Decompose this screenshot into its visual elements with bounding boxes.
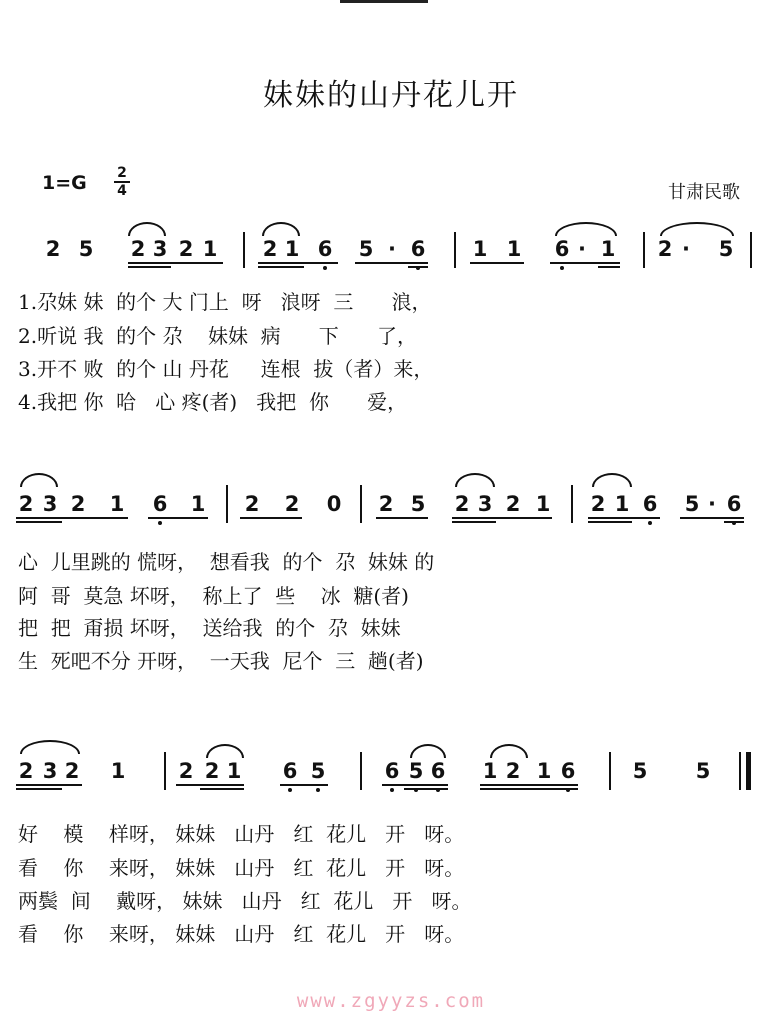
lyric-line: 3.开不 败 的个 山 丹花 连根 拔（者）来， <box>18 357 434 381</box>
note: 1 <box>110 759 126 783</box>
note: 5 <box>358 237 374 261</box>
note: 3 <box>42 759 58 783</box>
song-title: 妹妹的山丹花儿开 <box>263 78 519 113</box>
note: · <box>708 492 716 516</box>
note: 2 <box>378 492 394 516</box>
note: 1 <box>600 237 616 261</box>
lyric-line: 2.听说 我 的个 尕 妹妹 病 下 了， <box>18 324 417 348</box>
key-signature: 1=G <box>42 172 87 194</box>
note: 3 <box>152 237 168 261</box>
note: 2 <box>204 759 220 783</box>
lyric-line: 心 儿里跳的 慌呀， 想看我 的个 尕 妹妹 的 <box>18 550 435 574</box>
note: 2 <box>590 492 606 516</box>
lyric-line: 阿 哥 莫急 坏呀， 称上了 些 冰 糖(者) <box>18 584 409 608</box>
note: 6 <box>560 759 576 783</box>
lyric-line: 看 你 来呀， 妹妹 山丹 红 花儿 开 呀。 <box>18 856 465 880</box>
note: 2 <box>657 237 673 261</box>
note: 6 <box>384 759 400 783</box>
note: 2 <box>45 237 61 261</box>
note: 1 <box>536 759 552 783</box>
note: 1 <box>482 759 498 783</box>
lyric-line: 1.尕妹 妹 的个 大 门上 呀 浪呀 三 浪， <box>18 290 432 314</box>
note: 6 <box>152 492 168 516</box>
note: 2 <box>70 492 86 516</box>
note: 1 <box>284 237 300 261</box>
time-sig-bottom: 4 <box>117 183 127 199</box>
time-signature <box>114 166 130 198</box>
note: 1 <box>535 492 551 516</box>
note: 5 <box>408 759 424 783</box>
note: 2 <box>284 492 300 516</box>
note: 1 <box>109 492 125 516</box>
top-rule <box>340 0 428 3</box>
lyric-line: 好 模 样呀， 妹妹 山丹 红 花儿 开 呀。 <box>18 822 465 846</box>
song-source: 甘肃民歌 <box>668 182 740 203</box>
lyric-line: 4.我把 你 哈 心 疼(者) 我把 你 爱， <box>18 390 408 414</box>
note: 5 <box>310 759 326 783</box>
note: 1 <box>614 492 630 516</box>
note: 2 <box>130 237 146 261</box>
note: 6 <box>317 237 333 261</box>
note: 2 <box>178 759 194 783</box>
note: 2 <box>64 759 80 783</box>
lyric-line: 把 把 甭损 坏呀， 送给我 的个 尕 妹妹 <box>18 616 401 640</box>
note: 1 <box>190 492 206 516</box>
note: 3 <box>477 492 493 516</box>
note: 5 <box>410 492 426 516</box>
note: 2 <box>454 492 470 516</box>
note: 6 <box>642 492 658 516</box>
lyric-line: 看 你 来呀， 妹妹 山丹 红 花儿 开 呀。 <box>18 922 465 946</box>
note: 5 <box>718 237 734 261</box>
note: 2 <box>18 492 34 516</box>
note: 1 <box>226 759 242 783</box>
note: 5 <box>684 492 700 516</box>
note: · <box>578 237 586 261</box>
note: 2 <box>505 759 521 783</box>
note: 2 <box>505 492 521 516</box>
note: 3 <box>42 492 58 516</box>
note: 0 <box>326 492 342 516</box>
note: 2 <box>18 759 34 783</box>
note: 1 <box>506 237 522 261</box>
lyric-line: 生 死吧不分 开呀， 一天我 尼个 三 趟(者) <box>18 649 424 673</box>
note: · <box>682 237 690 261</box>
note: 5 <box>695 759 711 783</box>
note: 6 <box>554 237 570 261</box>
lyric-line: 两鬓 间 戴呀， 妹妹 山丹 红 花儿 开 呀。 <box>18 889 472 913</box>
note: 6 <box>410 237 426 261</box>
note: 2 <box>178 237 194 261</box>
note: 6 <box>726 492 742 516</box>
note: 5 <box>632 759 648 783</box>
music-system-1 <box>0 222 782 332</box>
note: 6 <box>282 759 298 783</box>
note: · <box>388 237 396 261</box>
watermark-text: www.zgyyzs.com <box>296 990 486 1012</box>
note: 1 <box>472 237 488 261</box>
note: 6 <box>430 759 446 783</box>
note: 5 <box>78 237 94 261</box>
note: 2 <box>244 492 260 516</box>
note: 2 <box>262 237 278 261</box>
note: 1 <box>202 237 218 261</box>
time-sig-top: 2 <box>117 165 127 181</box>
